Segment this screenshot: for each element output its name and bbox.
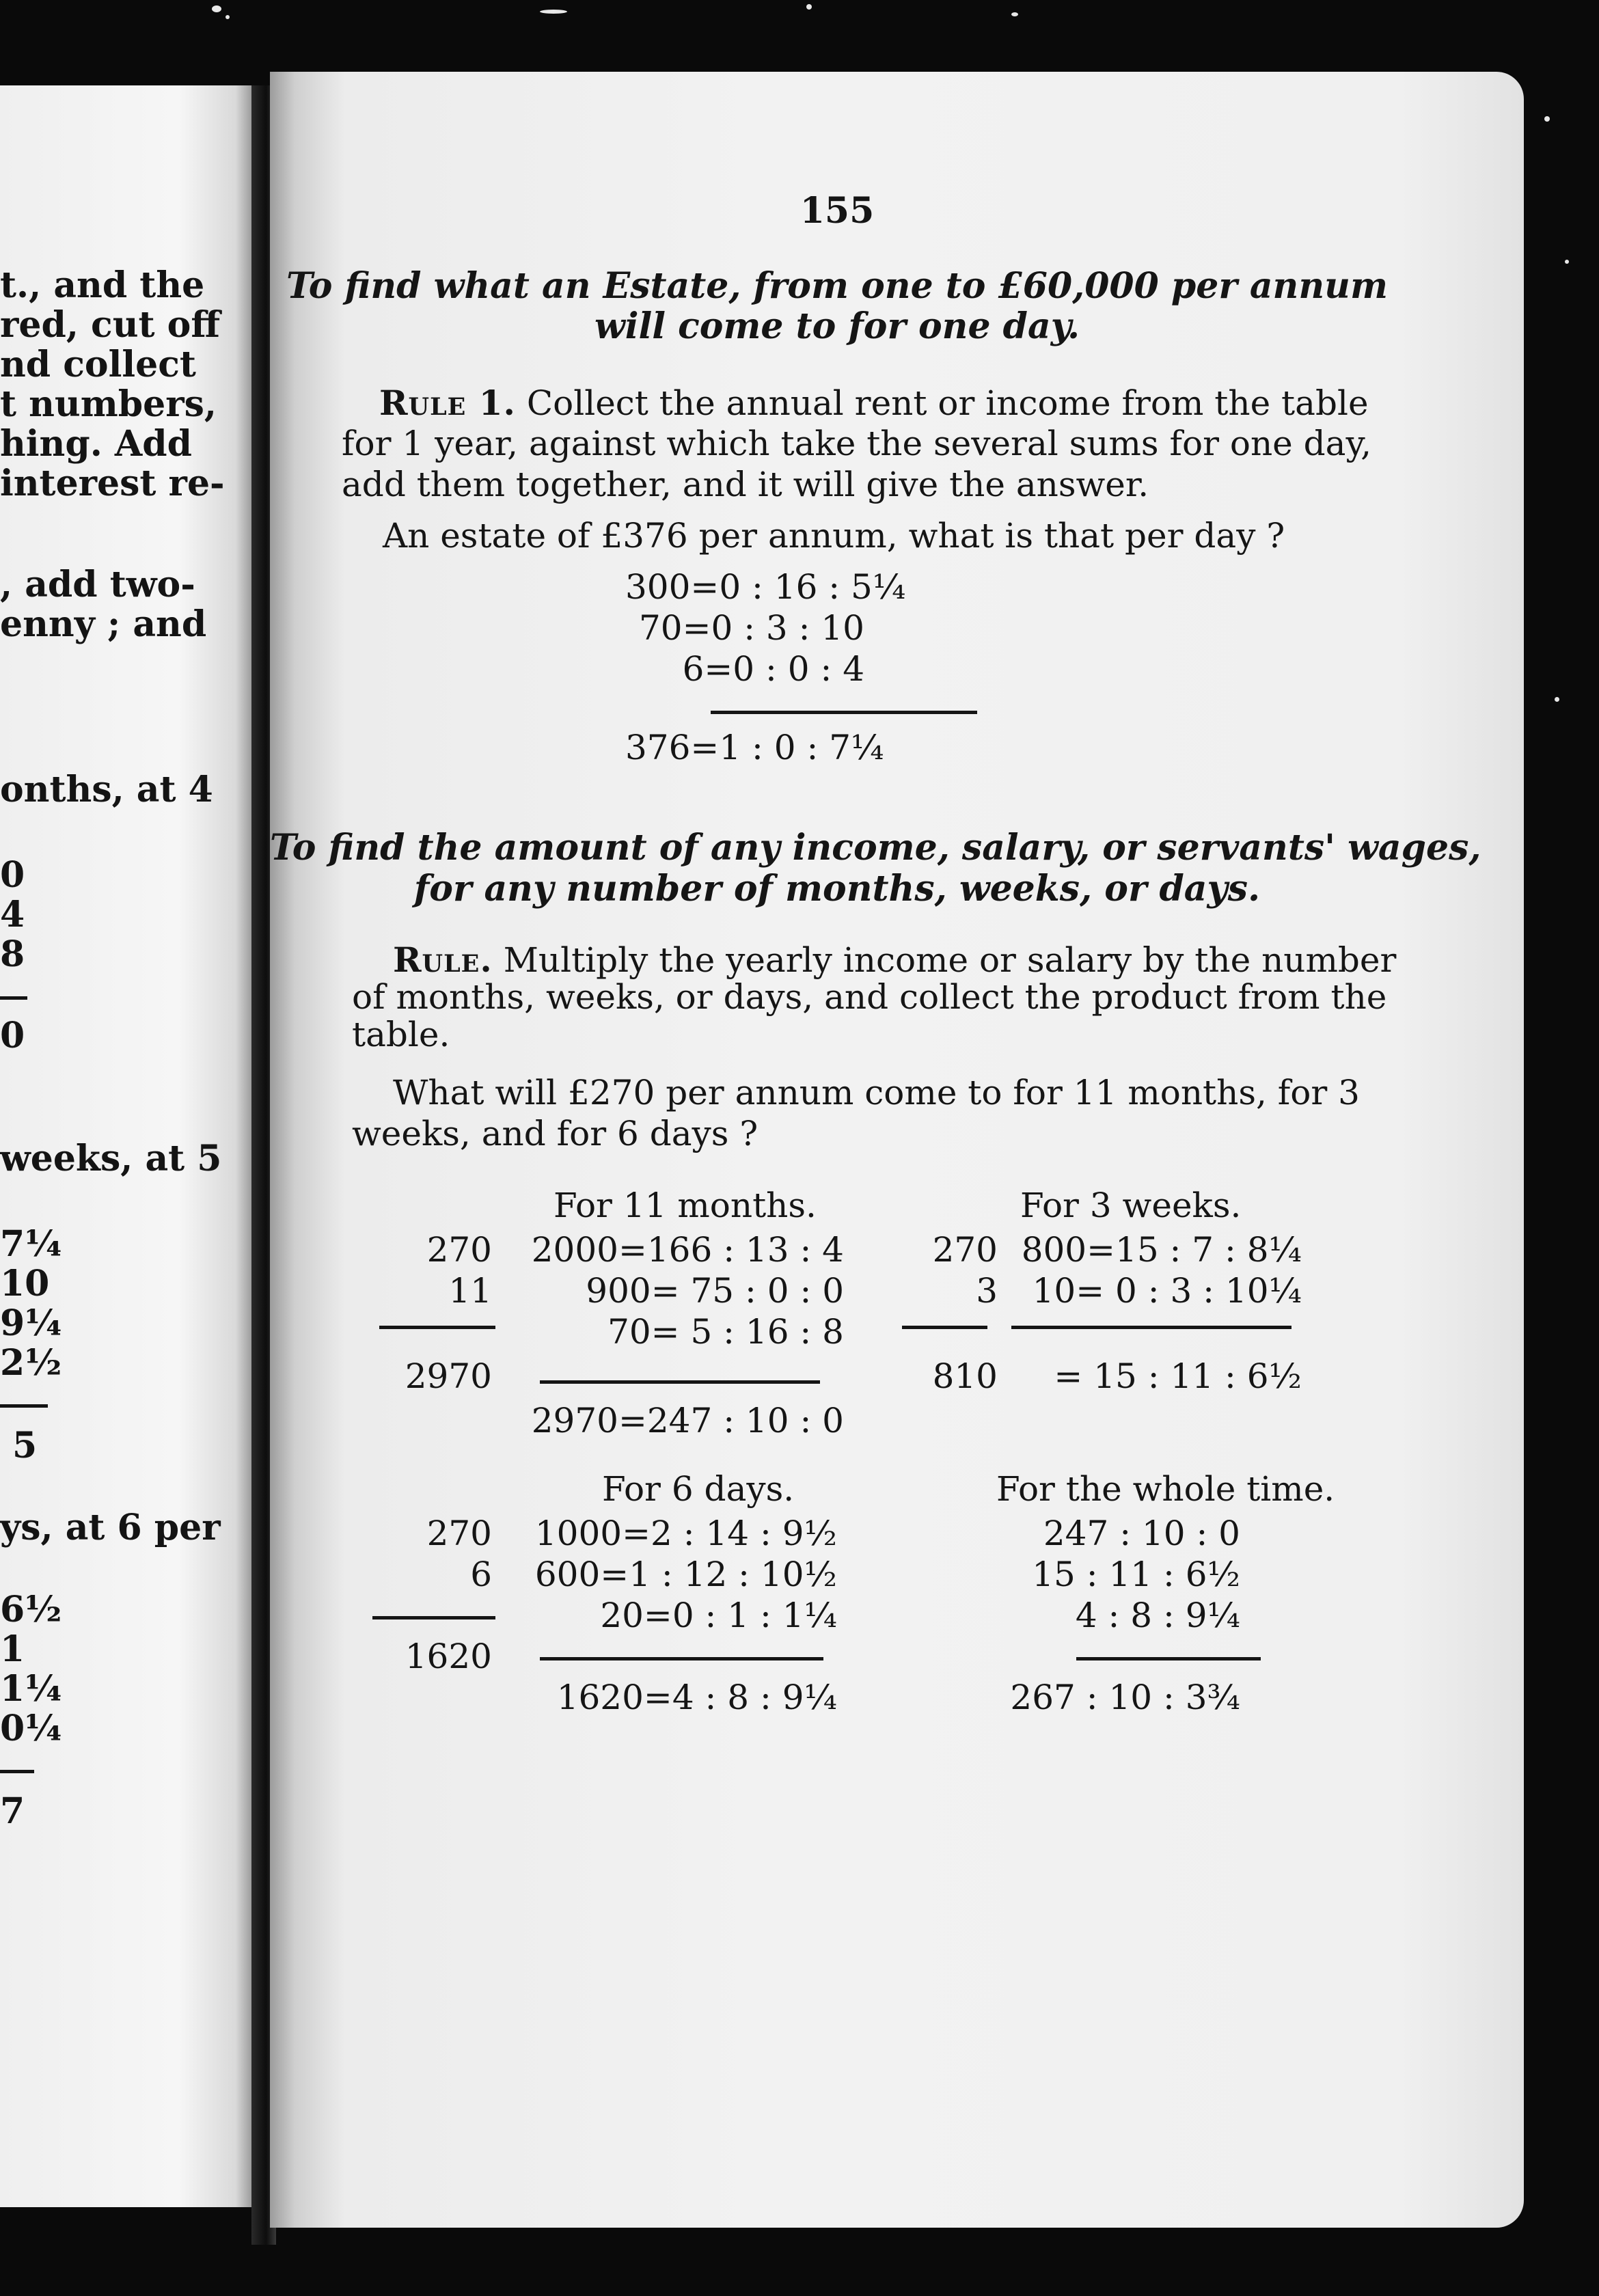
sum-rule [1076, 1657, 1261, 1660]
rule-text: table. [352, 1015, 450, 1054]
left-line: 2½ [0, 1342, 62, 1384]
sum-rule [540, 1380, 820, 1384]
rule-text: of months, weeks, or days, and collect the product from the [352, 977, 1387, 1017]
calc-total: 376=1 : 0 : 7¼ [625, 728, 884, 767]
calc-line: 600=1 : 12 : 10½ [534, 1555, 837, 1594]
calc-line: 20=0 : 1 : 1¼ [600, 1596, 837, 1635]
left-line: enny ; and [0, 603, 207, 645]
calc-line: 800=15 : 7 : 8¼ [1021, 1230, 1302, 1270]
left-line: 1¼ [0, 1668, 62, 1710]
rule-text: add them together, and it will give the answer. [342, 465, 1149, 504]
sum-rule [540, 1657, 823, 1660]
product-rule [372, 1616, 495, 1620]
example-question: What will £270 per annum come to for 11 months, for 3 [393, 1073, 1360, 1112]
left-line: weeks, at 5 [0, 1138, 222, 1179]
left-line: 0 [0, 1015, 25, 1056]
rule-label: Rule. [393, 940, 493, 980]
left-line: ys, at 6 per [0, 1507, 221, 1548]
right-page [270, 72, 1524, 2228]
rule-paragraph [393, 940, 1396, 980]
left-line: 4 [0, 894, 25, 935]
left-line: 0 [0, 854, 25, 896]
calc-line: 15 : 11 : 6½ [1032, 1555, 1240, 1594]
page-number: 155 [800, 190, 875, 232]
block-title-whole: For the whole time. [996, 1469, 1335, 1509]
multiplier: 6 [470, 1555, 492, 1594]
calc-line: 4 : 8 : 9¼ [1075, 1596, 1240, 1635]
product: 810 [932, 1356, 998, 1396]
left-line: nd collect [0, 344, 196, 385]
product-rule [902, 1326, 987, 1329]
rule-label: Rule 1. [379, 383, 516, 423]
multiplicand: 270 [426, 1514, 492, 1553]
left-line: 7¼ [0, 1223, 62, 1265]
left-line: t numbers, [0, 383, 217, 425]
calc-total: = 15 : 11 : 6½ [1054, 1356, 1302, 1396]
left-rule [0, 1404, 48, 1408]
left-line: 7 [0, 1790, 25, 1832]
left-rule [0, 996, 27, 1000]
left-line: onths, at 4 [0, 769, 213, 810]
calc-line: 1000=2 : 14 : 9½ [534, 1514, 837, 1553]
left-line: 0¼ [0, 1708, 62, 1749]
section-heading: for any number of months, weeks, or days. [413, 868, 1261, 910]
left-line: hing. Add [0, 423, 192, 465]
product: 2970 [405, 1356, 492, 1396]
left-line: 9¼ [0, 1302, 62, 1344]
calc-line: 300=0 : 16 : 5¼ [625, 567, 906, 607]
sum-rule [1011, 1326, 1292, 1329]
left-line: 1 [0, 1628, 25, 1670]
rule-text: Multiply the yearly income or salary by the number [503, 940, 1397, 980]
left-line: red, cut off [0, 304, 221, 346]
left-line: , add two- [0, 564, 195, 605]
sum-rule [711, 711, 977, 714]
calc-line: 900= 75 : 0 : 0 [586, 1271, 844, 1311]
left-line: 6½ [0, 1589, 62, 1630]
left-line: 10 [0, 1263, 50, 1304]
rule-text: Collect the annual rent or income from the table [526, 383, 1369, 423]
example-question: An estate of £376 per annum, what is that per day ? [383, 516, 1285, 556]
calc-line: 247 : 10 : 0 [1043, 1514, 1240, 1553]
multiplicand: 270 [932, 1230, 998, 1270]
left-page [0, 85, 256, 2207]
rule-text: for 1 year, against which take the several sums for one day, [342, 424, 1371, 463]
left-line: 8 [0, 933, 25, 975]
left-line: interest re- [0, 463, 225, 504]
left-rule [0, 1770, 34, 1773]
product-rule [379, 1326, 495, 1329]
calc-line: 6=0 : 0 : 4 [682, 649, 864, 689]
block-title-weeks: For 3 weeks. [1020, 1186, 1242, 1225]
multiplicand: 270 [426, 1230, 492, 1270]
block-title-months: For 11 months. [554, 1186, 817, 1225]
example-question: weeks, and for 6 days ? [352, 1114, 758, 1153]
product: 1620 [405, 1637, 492, 1676]
section-heading: will come to for one day. [594, 305, 1080, 347]
calc-line: 10= 0 : 3 : 10¼ [1032, 1271, 1302, 1311]
calc-total: 267 : 10 : 3¾ [1010, 1678, 1240, 1717]
left-line: t., and the [0, 264, 205, 306]
multiplier: 3 [976, 1271, 998, 1311]
calc-line: 70= 5 : 16 : 8 [607, 1312, 844, 1352]
calc-total: 2970=247 : 10 : 0 [531, 1401, 844, 1440]
calc-line: 2000=166 : 13 : 4 [531, 1230, 844, 1270]
calc-total: 1620=4 : 8 : 9¼ [556, 1678, 837, 1717]
section-heading: To find the amount of any income, salary, or servants' wages, [270, 827, 1481, 869]
rule-paragraph [379, 383, 1369, 423]
section-heading: To find what an Estate, from one to £60,000 per annum [286, 265, 1388, 307]
calc-line: 70=0 : 3 : 10 [638, 608, 864, 648]
multiplier: 11 [448, 1271, 492, 1311]
block-title-days: For 6 days. [602, 1469, 795, 1509]
left-line: 5 [12, 1425, 38, 1466]
